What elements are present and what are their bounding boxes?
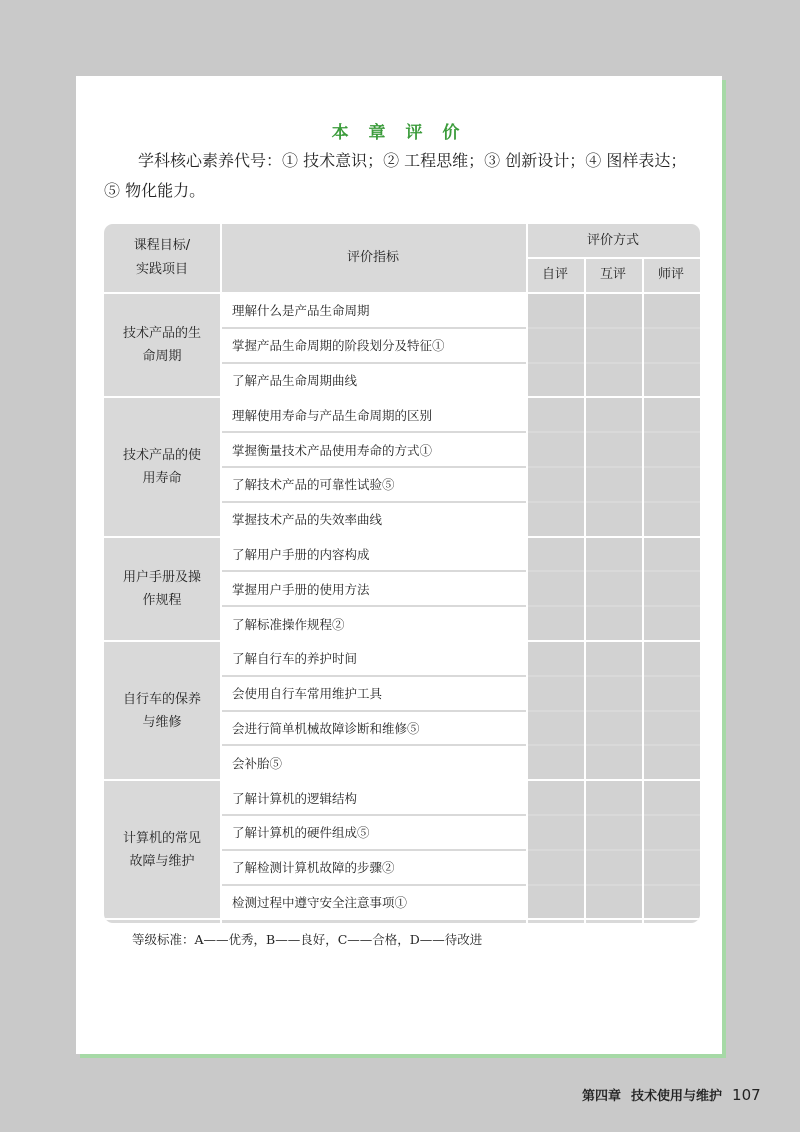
self-eval-cell <box>528 364 584 397</box>
intro-line-2: ⑤ 物化能力。 <box>104 181 206 200</box>
teacher-eval-cell <box>644 746 700 779</box>
self-eval-cell <box>528 712 584 745</box>
peer-eval-cell <box>586 398 642 431</box>
page-number: 107 <box>732 1086 761 1104</box>
self-eval-cell <box>528 642 584 675</box>
teacher-eval-cell <box>644 294 700 327</box>
peer-eval-cell <box>586 329 642 362</box>
peer-eval-cell <box>586 503 642 536</box>
footer-chapter: 第四章 <box>582 1089 622 1104</box>
peer-eval-cell <box>586 433 642 466</box>
criterion-cell: 了解标准操作规程② <box>222 607 526 640</box>
peer-eval-cell <box>586 572 642 605</box>
criterion-cell: 了解自行车的养护时间 <box>222 642 526 675</box>
peer-eval-cell <box>586 781 642 814</box>
criterion-cell: 会补胎⑤ <box>222 746 526 779</box>
page-footer <box>582 1085 761 1104</box>
group-divider <box>104 918 700 920</box>
self-eval-cell <box>528 294 584 327</box>
table-grid-line <box>104 292 700 294</box>
self-eval-cell <box>528 433 584 466</box>
table-grid-line <box>220 224 222 923</box>
intro-paragraph <box>104 146 704 206</box>
teacher-eval-cell <box>644 781 700 814</box>
teacher-eval-cell <box>644 712 700 745</box>
teacher-eval-cell <box>644 468 700 501</box>
intro-line-1: 学科核心素养代号：① 技术意识；② 工程思维；③ 创新设计；④ 图样表达； <box>138 151 687 170</box>
category-cell: 计算机的常见故障与维护 <box>122 830 201 869</box>
teacher-eval-cell <box>644 816 700 849</box>
peer-eval-cell <box>586 746 642 779</box>
peer-eval-cell <box>586 816 642 849</box>
criterion-cell: 了解产品生命周期曲线 <box>222 364 526 397</box>
peer-eval-cell <box>586 294 642 327</box>
teacher-eval-cell <box>644 642 700 675</box>
criterion-cell: 掌握衡量技术产品使用寿命的方式① <box>222 433 526 466</box>
grade-standard: 等级标准：A——优秀，B——良好，C——合格，D——待改进 <box>132 932 483 947</box>
self-eval-cell <box>528 538 584 571</box>
table-grid-line <box>526 257 700 259</box>
criterion-cell: 掌握技术产品的失效率曲线 <box>222 503 526 536</box>
self-eval-cell <box>528 607 584 640</box>
category-cell: 技术产品的生命周期 <box>122 326 201 365</box>
teacher-eval-cell <box>644 433 700 466</box>
self-eval-cell <box>528 886 584 919</box>
header-criteria: 评价指标 <box>346 250 399 265</box>
peer-eval-cell <box>586 677 642 710</box>
peer-eval-cell <box>586 642 642 675</box>
header-method: 评价方式 <box>586 233 639 248</box>
criterion-cell: 了解计算机的硬件组成⑤ <box>222 816 526 849</box>
peer-eval-cell <box>586 538 642 571</box>
self-eval-cell <box>528 503 584 536</box>
self-eval-cell <box>528 677 584 710</box>
book-page <box>76 76 722 1054</box>
self-eval-cell <box>528 816 584 849</box>
table-grid-line <box>642 258 644 923</box>
table-grid-line <box>526 224 528 923</box>
peer-eval-cell <box>586 364 642 397</box>
self-eval-cell <box>528 398 584 431</box>
teacher-eval-cell <box>644 364 700 397</box>
criterion-cell: 了解用户手册的内容构成 <box>222 538 526 571</box>
self-eval-cell <box>528 851 584 884</box>
footer-chapter-name: 技术使用与维护 <box>631 1089 723 1104</box>
header-peer: 互评 <box>599 267 626 282</box>
criterion-cell: 掌握产品生命周期的阶段划分及特征① <box>222 329 526 362</box>
teacher-eval-cell <box>644 329 700 362</box>
evaluation-table <box>104 224 700 923</box>
section-title: 本 章 评 价 <box>331 123 467 143</box>
criterion-cell: 理解什么是产品生命周期 <box>222 294 526 327</box>
self-eval-cell <box>528 781 584 814</box>
teacher-eval-cell <box>644 572 700 605</box>
criterion-cell: 理解使用寿命与产品生命周期的区别 <box>222 398 526 431</box>
criterion-cell: 检测过程中遵守安全注意事项① <box>222 886 526 919</box>
teacher-eval-cell <box>644 503 700 536</box>
criterion-cell: 会进行简单机械故障诊断和维修⑤ <box>222 712 526 745</box>
criterion-cell: 了解计算机的逻辑结构 <box>222 781 526 814</box>
category-cell: 用户手册及操作规程 <box>122 569 201 608</box>
teacher-eval-cell <box>644 398 700 431</box>
teacher-eval-cell <box>644 607 700 640</box>
header-teacher: 师评 <box>657 267 684 282</box>
self-eval-cell <box>528 329 584 362</box>
teacher-eval-cell <box>644 851 700 884</box>
category-cell: 自行车的保养与维修 <box>122 691 201 730</box>
self-eval-cell <box>528 746 584 779</box>
header-course-goal: 课程目标/ 实践项目 <box>133 238 191 277</box>
peer-eval-cell <box>586 468 642 501</box>
peer-eval-cell <box>586 712 642 745</box>
peer-eval-cell <box>586 886 642 919</box>
teacher-eval-cell <box>644 886 700 919</box>
table-grid-line <box>584 258 586 923</box>
category-cell: 技术产品的使用寿命 <box>122 447 201 486</box>
criterion-cell: 会使用自行车常用维护工具 <box>222 677 526 710</box>
self-eval-cell <box>528 468 584 501</box>
header-self: 自评 <box>541 267 568 282</box>
self-eval-cell <box>528 572 584 605</box>
criterion-cell: 了解检测计算机故障的步骤② <box>222 851 526 884</box>
teacher-eval-cell <box>644 538 700 571</box>
peer-eval-cell <box>586 607 642 640</box>
peer-eval-cell <box>586 851 642 884</box>
teacher-eval-cell <box>644 677 700 710</box>
criterion-cell: 掌握用户手册的使用方法 <box>222 572 526 605</box>
criterion-cell: 了解技术产品的可靠性试验⑤ <box>222 468 526 501</box>
